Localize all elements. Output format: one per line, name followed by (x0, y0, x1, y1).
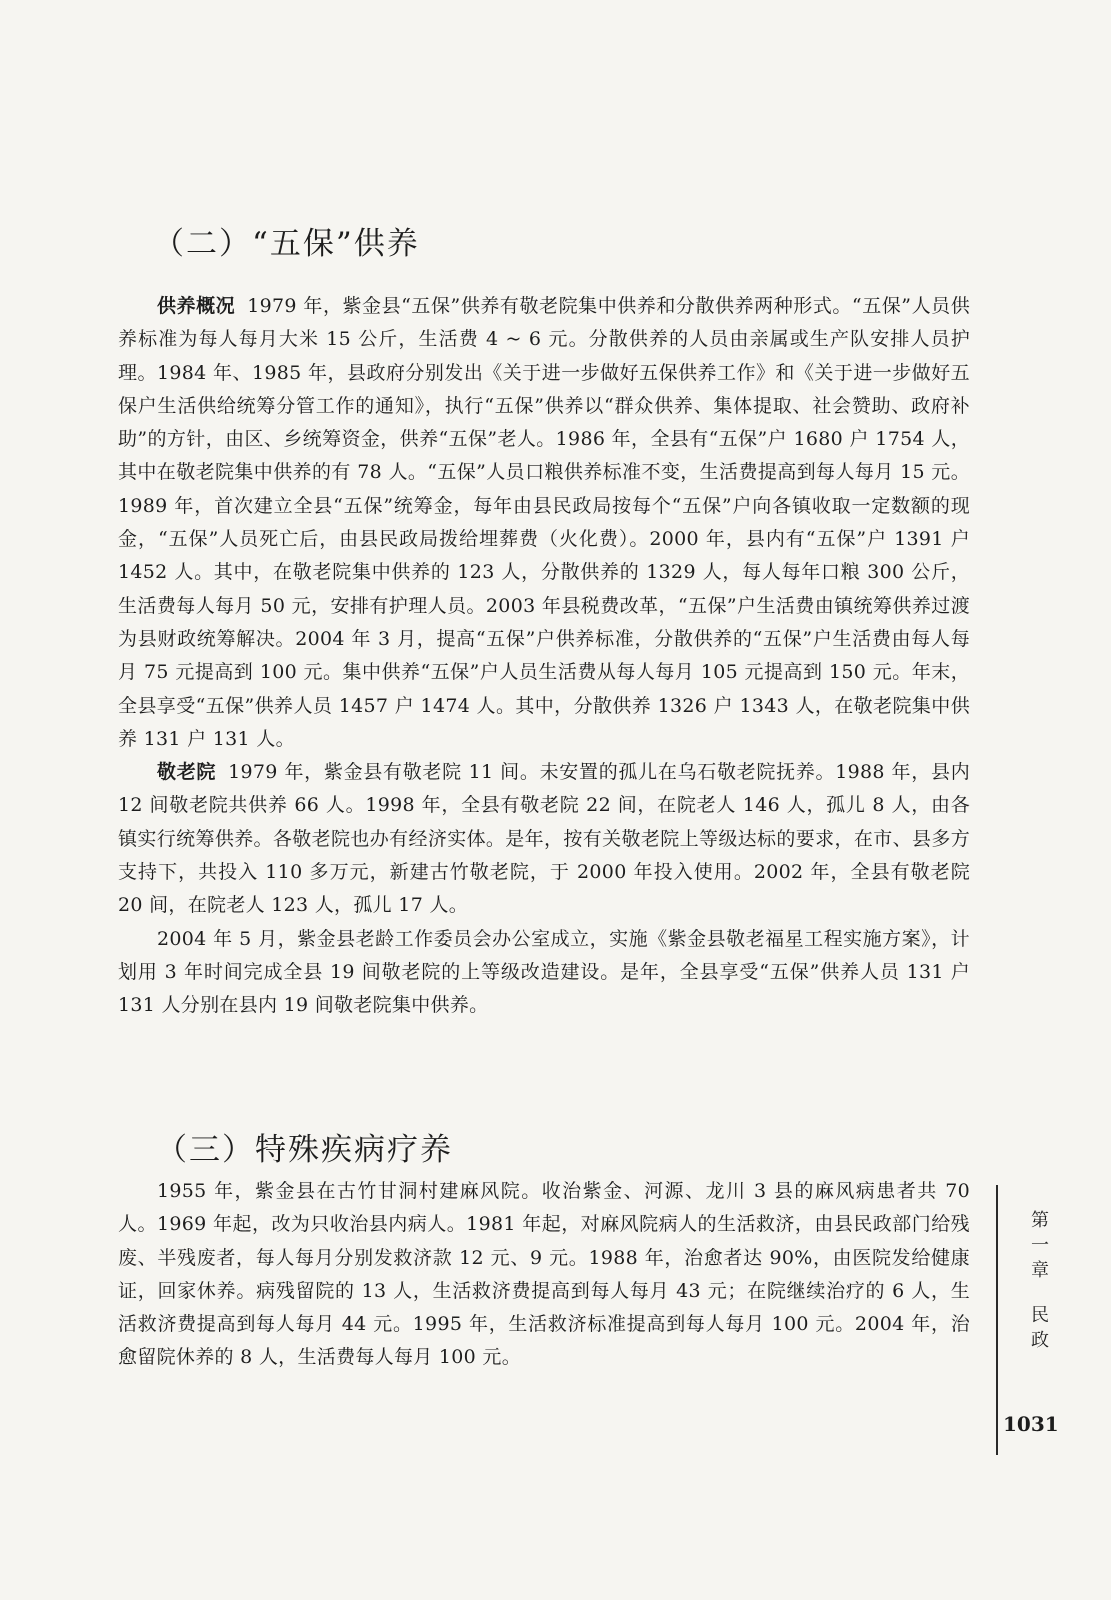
chapter-label: 第一章 (1031, 1210, 1049, 1281)
paragraph-leprosy-hospital: 1955 年，紫金县在古竹甘洞村建麻风院。收治紫金、河源、龙川 3 县的麻风病患者共 70 人。1969 年起，改为只收治县内病人。1981 年起，对麻风院病人的生活救济，由县民政部门给残废、半残废者，每人每月分别发救济款 12 元、9 元。1988 年，治愈者达 90%，由医院发给健康证，回家休养。病残留院的 13 人，生活救济费提高到每人每月 43 元；在院继续治疗的 6 人，生活救济费提高到每人每月 44 元。1995 年，生活救济标准提高到每人每月 100 元。2004 年，治愈留院休养的 8 人，生活费每人每月 100 元。 (118, 1180, 970, 1369)
paragraph-nursing-home (118, 756, 970, 922)
paragraph-text: 1979 年，紫金县“五保”供养有敬老院集中供养和分散供养两种形式。“五保”人员供养标准为每人每月大米 15 公斤，生活费 4 ~ 6 元。分散供养的人员由亲属或生产队安排人员护理。1984 年、1985 年，县政府分别发出《关于进一步做好五保供养工作》和《关于进一步做好五保户生活供给统筹分管工作的通知》，执行“五保”供养以“群众供养、集体提取、社会赞助、政府补助”的方针，由区、乡统筹资金，供养“五保”老人。1986 年，全县有“五保”户 1680 户 1754 人，其中在敬老院集中供养的有 78 人。“五保”人员口粮供养标准不变，生活费提高到每人每月 15 元。1989 年，首次建立全县“五保”统筹金，每年由县民政局按每个“五保”户向各镇收取一定数额的现金，“五保”人员死亡后，由县民政局拨给埋葬费（火化费）。2000 年，县内有“五保”户 1391 户 1452 人。其中，在敬老院集中供养的 123 人，分散供养的 1329 人，每人每年口粮 300 公斤，生活费每人每月 50 元，安排有护理人员。2003 年县税费改革，“五保”户生活费由镇统筹供养过渡为县财政统筹解决。2004 年 3 月，提高“五保”户供养标准，分散供养的“五保”户生活费由每人每月 75 元提高到 100 元。集中供养“五保”户人员生活费从每人每月 105 元提高到 150 元。年末，全县享受“五保”供养人员 1457 户 1474 人。其中，分散供养 1326 户 1343 人，在敬老院集中供养 131 户 131 人。 (118, 295, 970, 750)
chapter-sidebar (1010, 1208, 1070, 1353)
page-number: 1031 (1003, 1412, 1059, 1436)
paragraph-lead: 敬老院 (157, 761, 217, 784)
section-title-wubao: （二）“五保”供养 (153, 226, 420, 262)
paragraph-text: 1979 年，紫金县有敬老院 11 间。未安置的孤儿在乌石敬老院抚养。1988 年，县内 12 间敬老院共供养 66 人。1998 年，全县有敬老院 22 间，在院老人 146 人，孤儿 8 人，由各镇实行统筹供养。各敬老院也办有经济实体。是年，按有关敬老院上等级达标的要求，在市、县多方支持下，共投入 110 多万元，新建古竹敬老院，于 2000 年投入使用。2002 年，全县有敬老院 20 间，在院老人 123 人，孤儿 17 人。 (118, 761, 970, 917)
margin-divider (996, 1185, 998, 1455)
section-label: 民政 (1031, 1305, 1049, 1351)
section-body-wubao (118, 290, 970, 1023)
section-title-special-disease: （三）特殊疾病疗养 (156, 1132, 453, 1168)
section-body-special-disease (118, 1175, 970, 1375)
paragraph-2004: 2004 年 5 月，紫金县老龄工作委员会办公室成立，实施《紫金县敬老福星工程实施方案》，计划用 3 年时间完成全县 19 间敬老院的上等级改造建设。是年，全县享受“五保”供养人员 131 户 131 人分别在县内 19 间敬老院集中供养。 (118, 927, 970, 1017)
paragraph-lead: 供养概况 (157, 295, 236, 317)
paragraph-support-overview (118, 290, 970, 756)
